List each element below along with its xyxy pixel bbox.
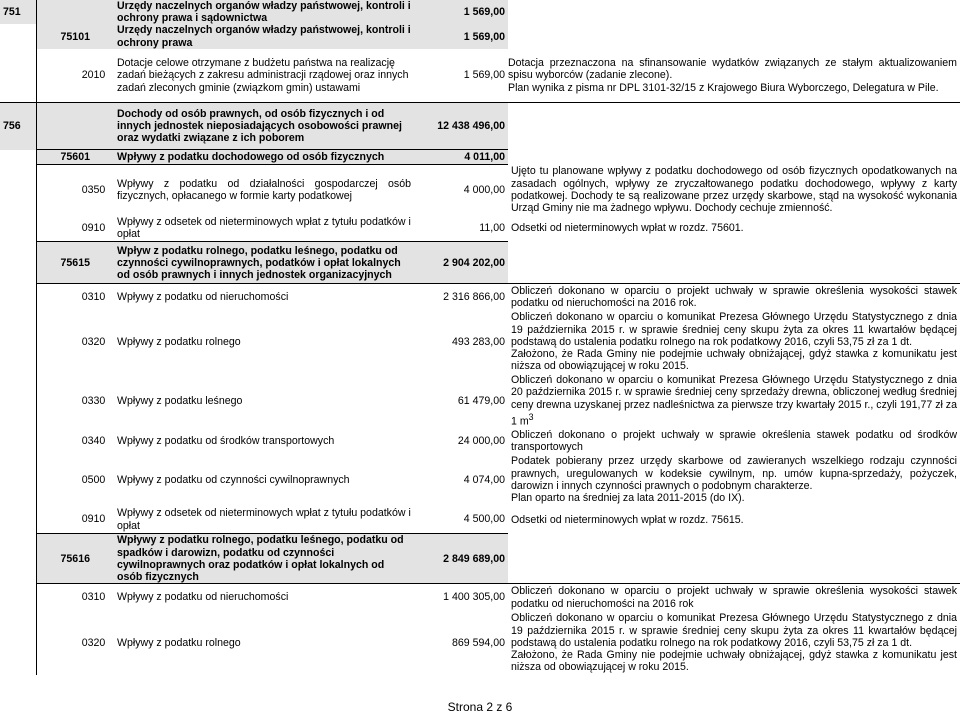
paragraf-code: 0320	[81, 335, 106, 348]
table-row	[0, 0, 960, 24]
paragraf-name: Wpływy z podatku od środków transportowych	[117, 434, 335, 447]
paragraf-name: Wpływy z podatku rolnego	[117, 636, 241, 649]
table-row	[0, 284, 960, 310]
table-row	[0, 24, 960, 48]
rozdzial-amount: 1 569,00	[414, 24, 508, 48]
paragraf-amount: 1 569,00	[414, 49, 508, 103]
rozdzial-name: Wpływy z podatku dochodowego od osób fizycznych	[114, 150, 414, 165]
paragraf-amount: 11,00	[479, 221, 505, 234]
explanation: Obliczeń dokonano o projekt uchwały w sprawie określenia stawek podatku od środków transportowych	[511, 428, 957, 453]
table-row	[0, 242, 960, 284]
paragraf-code: 0910	[81, 513, 106, 526]
paragraf-amount: 61 479,00	[457, 394, 505, 407]
paragraf-name: Dotacje celowe otrzymane z budżetu państwa na realizację zadań bieżących z zakresu administracji rządowej oraz innych zadań zleconych gminie (związkom gmin) ustawami	[114, 49, 414, 103]
explanation: Obliczeń dokonano w oparciu o projekt uchwały w sprawie określenia wysokości stawek podatku od nieruchomości na 2016 rok	[508, 584, 960, 611]
table-row	[0, 506, 960, 534]
dzial-code: 756	[0, 103, 36, 150]
table-row	[0, 165, 960, 215]
explanation: Dotacja przeznaczona na sfinansowanie wydatków związanych ze stałym aktualizowaniem spisu wyborców (zadanie zlecone). Plan wynika z pisma nr DPL 3101-32/15 z Krajowego Biura Wyborczego, Delegatura w Pile.	[508, 49, 960, 103]
paragraf-amount: 2 316 866,00	[414, 284, 508, 310]
paragraf-code: 0320	[81, 636, 106, 649]
table-row	[0, 534, 960, 584]
paragraf-amount: 869 594,00	[451, 636, 505, 649]
rozdzial-name: Wpływy z podatku rolnego, podatku leśnego, podatku od spadków i darowizn, podatku od czynności cywilnoprawnych oraz podatków i opłat lokalnych od osób fizycznych	[114, 534, 414, 584]
table-row	[0, 49, 960, 103]
paragraf-amount: 4 074,00	[463, 473, 505, 486]
table-row	[0, 428, 960, 454]
page-number: Strona 2 z 6	[447, 700, 513, 714]
table-row	[0, 584, 960, 611]
paragraf-code: 0310	[73, 584, 114, 611]
paragraf-code: 0910	[81, 221, 106, 234]
dzial-code: 751	[0, 0, 36, 24]
paragraf-name: Wpływy z podatku od nieruchomości	[114, 584, 414, 611]
explanation: Odsetki od nieterminowych wpłat w rozdz. 75601.	[511, 222, 744, 235]
paragraf-code: 0310	[73, 284, 114, 310]
paragraf-amount: 24 000,00	[457, 434, 505, 447]
rozdzial-amount: 2 904 202,00	[414, 242, 508, 284]
dzial-amount: 1 569,00	[414, 0, 508, 24]
paragraf-amount: 493 283,00	[451, 335, 505, 348]
explanation: Obliczeń dokonano w oparciu o komunikat Prezesa Głównego Urzędu Statystycznego z dnia 19 października 2015 r. w sprawie średniej ceny skupu żyta za okres 11 kwartałów będącej podstawą do ustalenia podatku rolnego na rok podatkowy 2016, czyli 53,75 zł za 1 dt. Założono, że Rada Gminy nie podejmie uchwały obniżającej, gdyż stawka z komunikatu jest niższa od obowiązującej w roku 2015.	[511, 612, 957, 674]
dzial-name: Dochody od osób prawnych, od osób fizycznych i od innych jednostek nieposiadających osobowości prawnej oraz wydatki związane z ich poborem	[114, 103, 414, 150]
paragraf-name: Wpływy z odsetek od nieterminowych wpłat z tytułu podatków i opłat	[117, 507, 411, 532]
table-row	[0, 103, 960, 150]
rozdzial-code: 75601	[36, 150, 114, 165]
dzial-amount: 12 438 496,00	[414, 103, 508, 150]
paragraf-code: 0500	[81, 473, 106, 486]
rozdzial-amount: 2 849 689,00	[414, 534, 508, 584]
rozdzial-code: 75616	[36, 534, 114, 584]
table-row	[0, 215, 960, 242]
explanation: Obliczeń dokonano w oparciu o projekt uchwały w sprawie określenia wysokości stawek podatku od nieruchomości na 2016 rok.	[508, 284, 960, 310]
explanation: Odsetki od nieterminowych wpłat w rozdz. 75615.	[511, 513, 744, 526]
rozdzial-code: 75101	[36, 24, 114, 48]
paragraf-name: Wpływy z podatku od czynności cywilnoprawnych	[117, 473, 350, 486]
paragraf-name: Wpływy z podatku rolnego	[117, 335, 241, 348]
table-row	[0, 150, 960, 165]
explanation: Podatek pobierany przez urzędy skarbowe od zawieranych wszelkiego rodzaju czynności prawnych, uregulowanych w kodeksie cywilnym, np. umów kupna-sprzedaży, pożyczek, darowizn i innych czynności prawnych o podobnym charakterze. Plan oparto na średniej za lata 2011-2015 (do IX).	[511, 455, 957, 505]
dzial-name: Urzędy naczelnych organów władzy państwowej, kontroli i ochrony prawa i sądownictwa	[114, 0, 414, 24]
paragraf-code: 2010	[73, 49, 114, 103]
paragraf-amount: 4 500,00	[463, 513, 505, 526]
paragraf-amount: 1 400 305,00	[414, 584, 508, 611]
table-row	[0, 454, 960, 506]
explanation: Obliczeń dokonano w oparciu o komunikat Prezesa Głównego Urzędu Statystycznego z dnia 19 października 2015 r. w sprawie średniej ceny skupu żyta za okres 11 kwartałów będącej podstawą do ustalenia podatku rolnego na rok podatkowy 2016, czyli 53,75 zł za 1 dt. Założono, że Rada Gminy nie podejmie uchwały obniżającej, gdyż stawka z komunikatu jest niższa od obowiązującej w roku 2015.	[511, 311, 957, 373]
table-row	[0, 374, 960, 428]
explanation: Ujęto tu planowane wpływy z podatku dochodowego od osób fizycznych opodatkowanych na zasadach ogólnych, wpływy ze zryczałtowanego podatku dochodowego, wpływy z karty podatkowej. Dochody te są realizowane przez urzędy skarbowe, stąd na wysokość wykonania Urząd Gminy nie ma żadnego wpływu. Dochody cechuje zmienność.	[511, 165, 957, 215]
paragraf-code: 0330	[81, 394, 106, 407]
rozdzial-name: Urzędy naczelnych organów władzy państwowej, kontroli i ochrony prawa	[114, 24, 414, 48]
paragraf-name: Wpływy z odsetek od nieterminowych wpłat z tytułu podatków i opłat	[117, 215, 411, 241]
paragraf-amount: 4 000,00	[463, 183, 505, 196]
table-row	[0, 611, 960, 675]
rozdzial-code: 75615	[36, 242, 114, 284]
paragraf-name: Wpływy z podatku od nieruchomości	[114, 284, 414, 310]
explanation: Obliczeń dokonano w oparciu o komunikat Prezesa Głównego Urzędu Statystycznego z dnia 20 października 2015 r. w sprawie średniej ceny sprzedaży drewna, obliczonej według średniej ceny drewna uzyskanej przez nadleśnictwa za pierwsze trzy kwartały 2015 r., czyli 191,77 zł za 1 $m^3$	[511, 374, 957, 428]
table-row	[0, 310, 960, 374]
paragraf-code: 0340	[81, 434, 106, 447]
rozdzial-amount: 4 011,00	[414, 150, 508, 165]
paragraf-code: 0350	[81, 183, 106, 196]
paragraf-name: Wpływy z podatku od działalności gospodarczej osób fizycznych, opłacanego w formie karty podatkowej	[117, 177, 411, 203]
rozdzial-name: Wpływ z podatku rolnego, podatku leśnego, podatku od czynności cywilnoprawnych, podatków i opłat lokalnych od osób prawnych i innych jednostek organizacyjnych	[114, 242, 414, 284]
paragraf-name: Wpływy z podatku leśnego	[117, 394, 243, 407]
